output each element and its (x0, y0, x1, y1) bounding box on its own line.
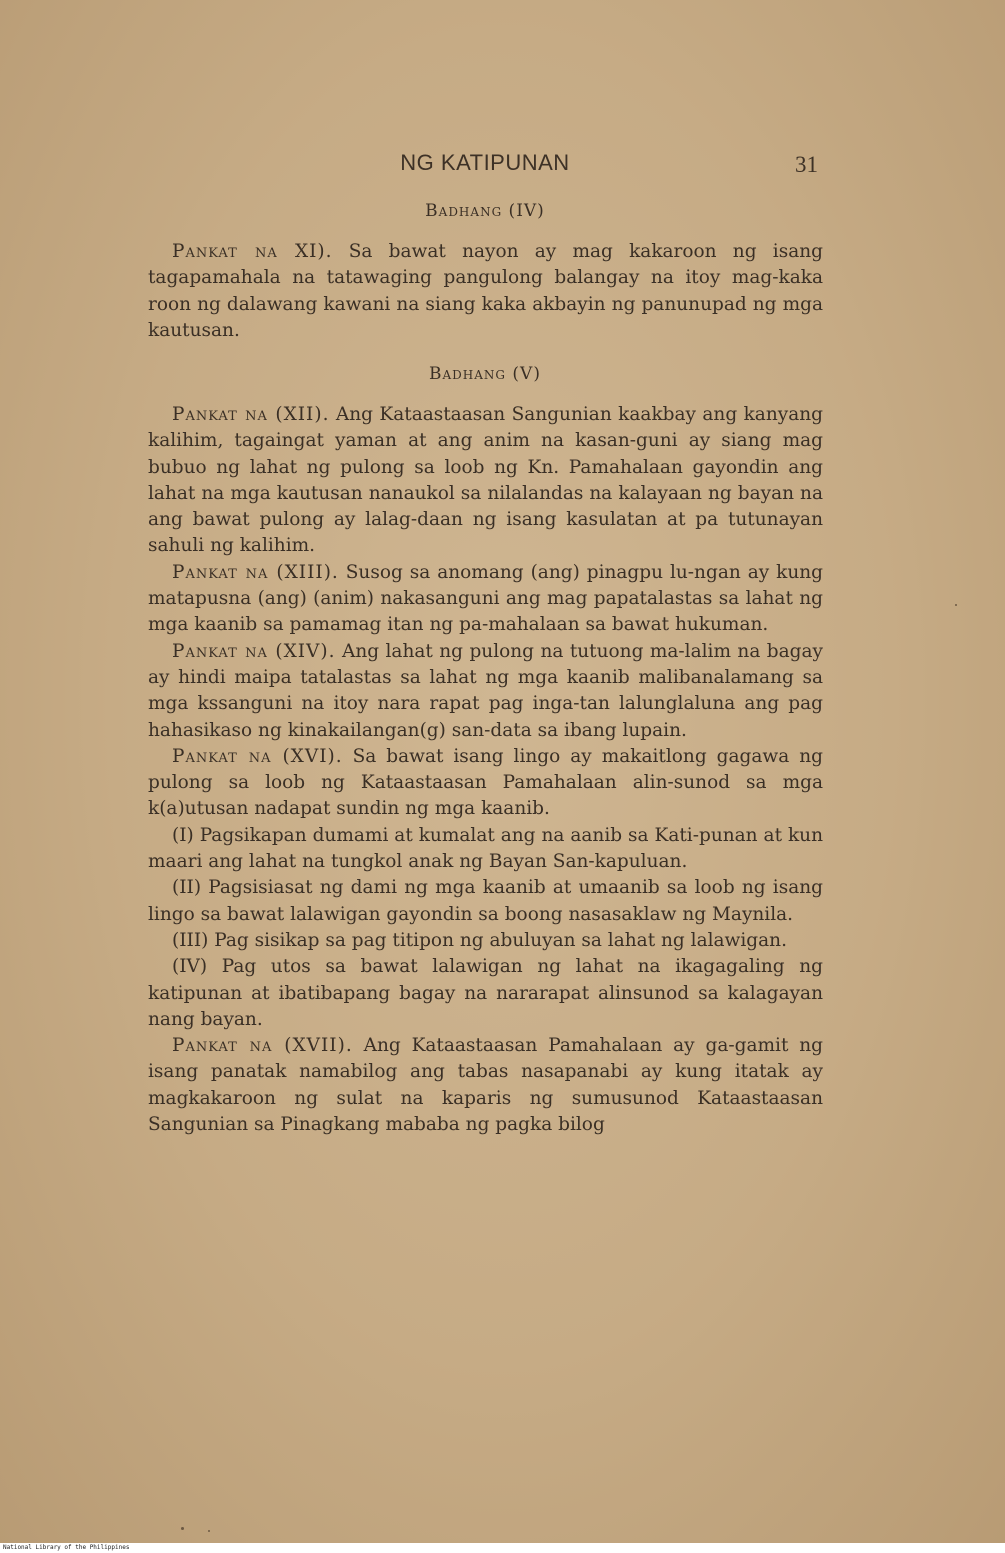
section-body (148, 239, 823, 344)
paper-speck (181, 1527, 184, 1530)
list-paragraph (148, 954, 823, 1033)
list-text: (I) Pagsikapan dumami at kumalat ang na aanib sa Kati-punan at kun maari ang lahat na tungkol anak ng Bayan San-kapuluan. (148, 824, 823, 873)
page-number: 31 (795, 152, 818, 177)
article-paragraph (148, 402, 823, 560)
article-text: Ang lahat ng pulong na tutuong ma-lalim na bagay ay hindi maipa tatalastas sa lahat ng mga kaanib malibanalamang sa mga kssanguni na itoy nara rapat pag inga-tan lalunglaluna ang pag hahasikaso ng kinakailangan(g) san-data sa ibang lupain. (148, 640, 823, 741)
list-paragraph (148, 875, 823, 928)
section-body (148, 402, 823, 1138)
list-text: (III) Pag sisikap sa pag titipon ng abuluyan sa lahat ng lalawigan. (172, 929, 787, 951)
article-paragraph (148, 639, 823, 744)
article-lead: Pankat na (XVII). (172, 1035, 353, 1057)
article-text: Sa bawat isang lingo ay makaitlong gagawa ng pulong sa loob ng Kataastaasan Pamahalaan alin-sunod sa mga k(a)utusan nadapat sundin ng mga kaanib. (148, 745, 823, 820)
article-paragraph (148, 744, 823, 823)
article-lead: Pankat na XI). (172, 241, 333, 262)
article-text: Susog sa anomang (ang) pinagpu lu-ngan ay kung matapusna (ang) (anim) nakasanguni ang mag papatalastas sa lahat ng mga kaanib sa pamamag itan ng pa-mahalaan sa bawat hukuman. (148, 561, 824, 636)
article-text: Sa bawat nayon ay mag kakaroon ng isang tagapamahala na tatawaging pangulong balangay na itoy mag-kaka roon ng dalawang kawani na siang kaka akbayin ng panunupad ng mga kautusan. (148, 241, 823, 341)
article-lead: Pankat na (XIII). (172, 561, 339, 583)
list-paragraph (148, 928, 823, 954)
article-text: Ang Kataastaasan Sangunian kaakbay ang kanyang kalihim, tagaingat yaman at ang anim na kasan-guni ay siang mag bubuo ng lahat ng pulong sa loob ng Kn. Pamahalaan gayondin ang lahat na mga kautusan nanaukol sa nilalandas na kalayaan ng bayan na ang bawat pulong ay lalag-daan ng isang kasulatan at pa tutunayan sahuli ng kalihim. (148, 404, 823, 557)
article-lead: Pankat na (XIV). (172, 640, 336, 662)
list-paragraph (148, 823, 823, 876)
list-text: (IV) Pag utos sa bawat lalawigan ng lahat na ikagagaling ng katipunan at ibatibapang bagay na nararapat alinsunod sa kalagayan nang bayan. (148, 956, 823, 1030)
list-text: (II) Pagsisiasat ng dami ng mga kaanib at umaanib sa loob ng isang lingo sa bawat lalawigan gayondin sa boong nasasaklaw ng Maynila. (148, 877, 823, 925)
scan-bottom-strip (0, 1543, 1005, 1553)
running-header-title: NG KATIPUNAN (400, 150, 570, 175)
article-lead: Pankat na (XII). (172, 404, 330, 425)
article-paragraph (148, 560, 823, 639)
paper-speck (955, 604, 957, 606)
section-heading: Badhang (V) (429, 364, 541, 384)
scan-credit: National Library of the Philippines (3, 1544, 130, 1551)
article-paragraph (148, 239, 823, 344)
article-text: Ang Kataastaasan Pamahalaan ay ga-gamit ng isang panatak namabilog ang tabas nasapanabi ay kung itatak ay magkakaroon ng sulat na kaparis ng sumusunod Kataastaasan Sangunian sa Pinagkang mababa ng pagka bilog (148, 1035, 823, 1136)
article-paragraph (148, 1033, 823, 1138)
section-heading: Badhang (IV) (425, 201, 545, 221)
article-lead: Pankat na (XVI). (172, 745, 343, 767)
paper-speck (208, 1530, 210, 1532)
